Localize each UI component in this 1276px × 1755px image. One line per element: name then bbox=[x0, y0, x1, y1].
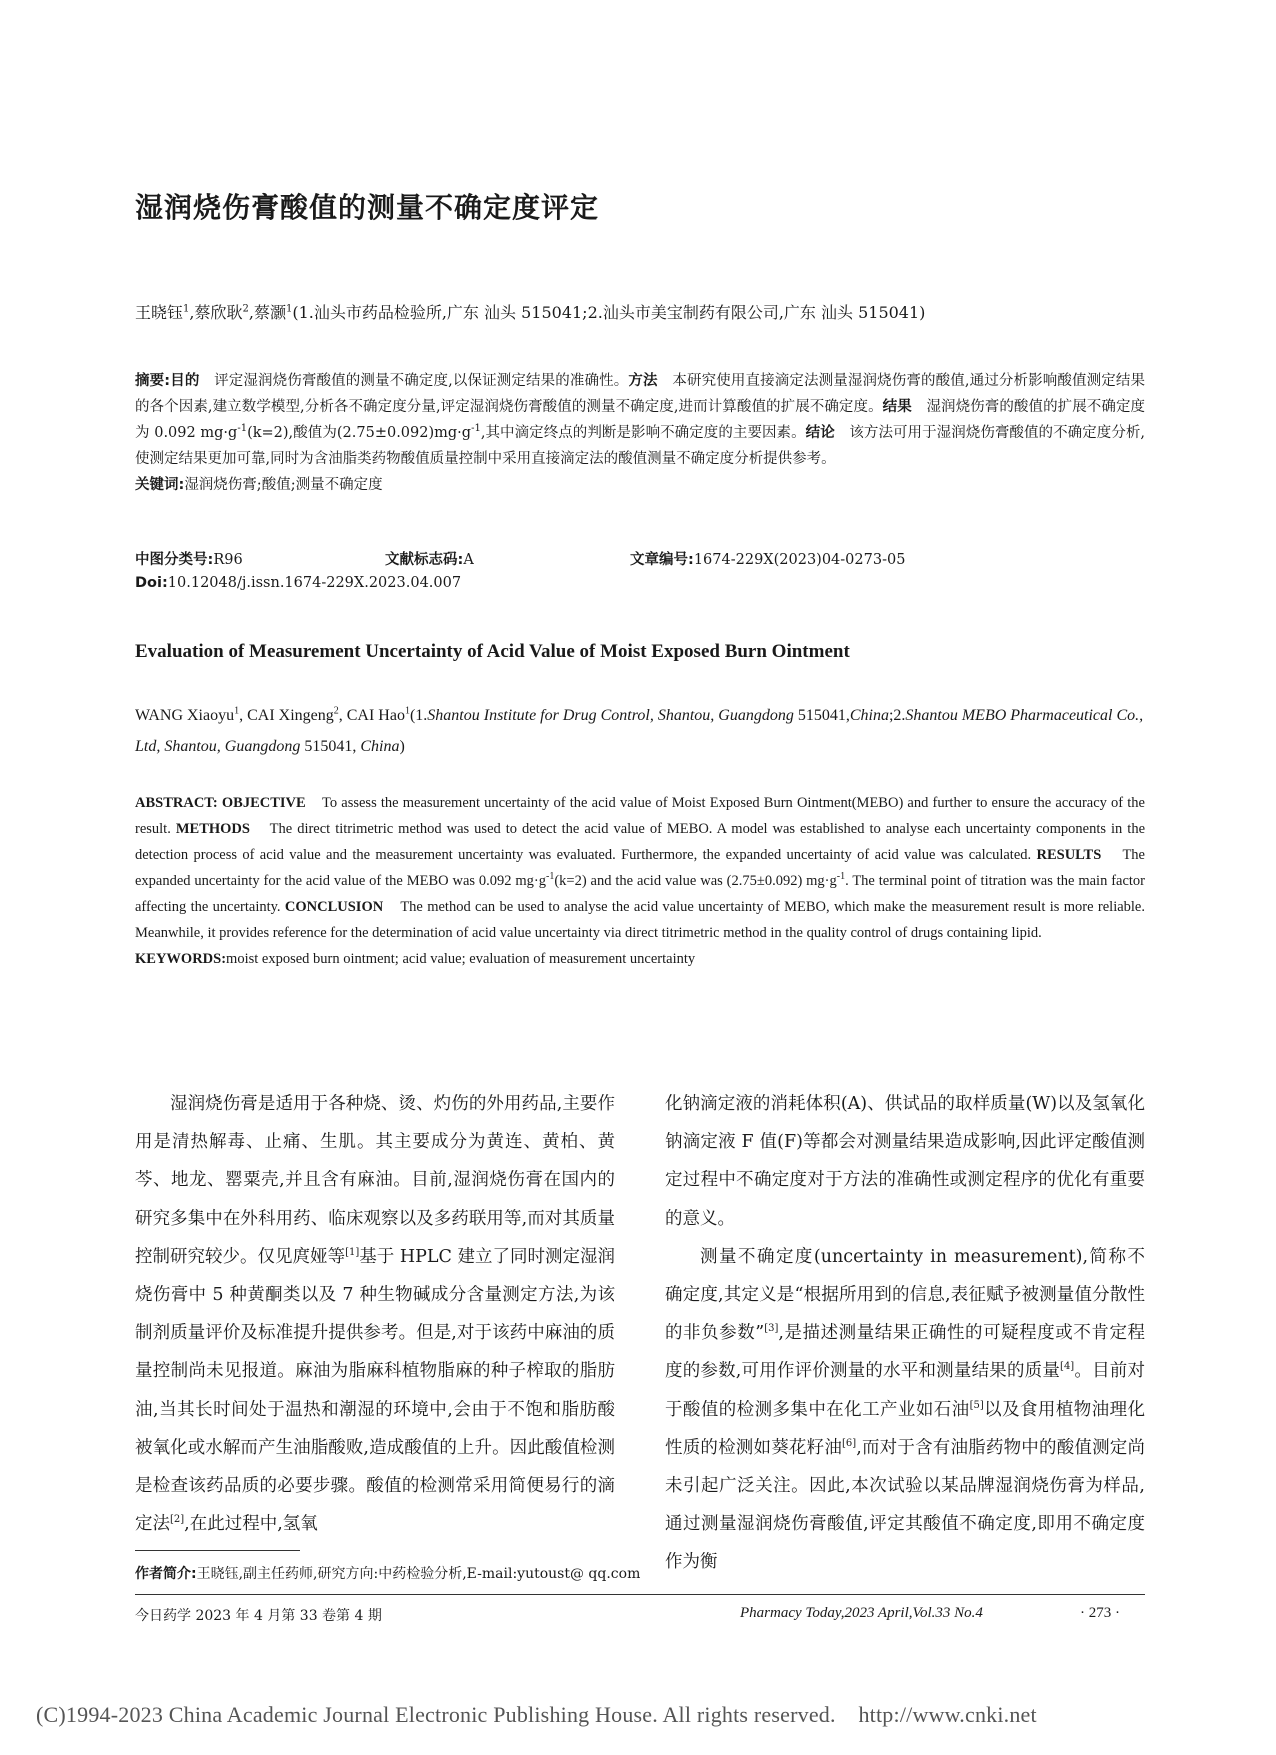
citation[interactable]: [5] bbox=[969, 1399, 984, 1411]
abstract-en: ABSTRACT: OBJECTIVE To assess the measurement uncertainty of the acid value of Moist Exposed Burn Ointment(MEBO) and further to ensure the accuracy of the result. METHODS The direct titrimetric method was used to detect the acid value of MEBO. A model was established to analyse each uncertainty components in the detection process of acid value and the measurement uncertainty was evaluated. Furthermore, the expanded uncertainty of acid value was calculated. RESULTS The expanded uncertainty for the acid value of the MEBO was 0.092 $mg\cdot g^{-1}(k=2)$ and the acid value was (2.75±0.092) $mg\cdot g^{-1}$. The terminal point of titration was the main factor affecting the uncertainty. CONCLUSION The method can be used to analyse the acid value uncertainty of MEBO, which make the measurement result is more reliable. Meanwhile, it provides reference for the determination of acid value uncertainty via direct titrimetric method in the quality control of drugs containing lipid. KEYWORDS:moist exposed burn ointment; acid value; evaluation of measurement uncertainty bbox=[135, 795, 1146, 967]
citation[interactable]: [4] bbox=[1060, 1361, 1075, 1373]
page-number: · 273 · bbox=[1080, 1605, 1120, 1621]
footnote-divider bbox=[135, 1550, 300, 1551]
citation[interactable]: [6] bbox=[842, 1438, 857, 1449]
journal-info-en: Pharmacy Today,2023 April,Vol.33 No.4 bbox=[740, 1605, 983, 1621]
copyright-notice: (C)1994-2023 China Academic Journal Electronic Publishing House. All rights reserved. http://www.cnki.net bbox=[36, 1702, 1037, 1727]
body-paragraph: 化钠滴定液的消耗体积(A)、供试品的取样质量(W)以及氢氧化钠滴定液 F 值(F)等都会对测量结果造成影响,因此评定酸值测定过程中不确定度对于方法的准确性或测定程序的优化有重要的意义。 bbox=[665, 1094, 1145, 1229]
classification-line: 中图分类号:R96 bbox=[135, 552, 243, 568]
english-title: Evaluation of Measurement Uncertainty of Acid Value of Moist Exposed Burn Ointment bbox=[135, 641, 850, 662]
keywords-en: moist exposed burn ointment; acid value; evaluation of measurement uncertainty bbox=[226, 951, 696, 967]
author-1: 王晓钰 bbox=[135, 303, 184, 322]
clc-number: R96 bbox=[213, 552, 243, 568]
body-column-left bbox=[135, 1085, 615, 1543]
doi-link[interactable]: 10.12048/j.issn.1674-229X.2023.04.007 bbox=[167, 575, 462, 591]
author-3: ,蔡灏 bbox=[248, 303, 286, 322]
document-code: 文献标志码:A bbox=[385, 552, 474, 568]
author-bio: 作者简介:王晓钰,副主任药师,研究方向:中药检验分析,E-mail:yutoust@ qq.com bbox=[135, 1566, 641, 1582]
keywords-en-label: KEYWORDS: bbox=[135, 951, 227, 967]
keywords-cn: 湿润烧伤膏;酸值;测量不确定度 bbox=[184, 477, 383, 493]
author-2: ,蔡欣耿 bbox=[189, 303, 243, 322]
citation[interactable]: [2] bbox=[170, 1514, 185, 1526]
paper-title: 湿润烧伤膏酸值的测量不确定度评定 bbox=[135, 191, 600, 224]
article-number: 文章编号:1674-229X(2023)04-0273-05 bbox=[630, 552, 906, 568]
body-paragraph: 湿润烧伤膏是适用于各种烧、烫、灼伤的外用药品,主要作用是清热解毒、止痛、生肌。其主要成分为黄连、黄柏、黄芩、地龙、罂粟壳,并且含有麻油。目前,湿润烧伤膏在国内的研究多集中在外科用药、临床观察以及多药联用等,而对其质量控制研究较少。仅见庹娅等[1]基于 HPLC 建立了同时测定湿润烧伤膏中 5 种黄酮类以及 7 种生物碱成分含量测定方法,为该制剂质量评价及标准提升提供参考。但是,对于该药中麻油的质量控制尚未见报道。麻油为脂麻科植物脂麻的种子榨取的脂肪油,当其长时间处于温热和潮湿的环境中,会由于不饱和脂肪酸被氧化或水解而产生油脂酸败,造成酸值的上升。因此酸值检测是检查该药品质的必要步骤。酸值的检测常采用简便易行的滴定法[2],在此过程中,氢氧 bbox=[135, 1094, 616, 1535]
authors-en: WANG Xiaoyu$^1$, CAI Xingeng$^2$, CAI Hao$^1$(1.Shantou Institute for Drug Control, Shantou, Guangdong 515041,China;2.Shantou MEBO Pharmaceutical Co., Ltd, Shantou, Guangdong 515041, China) bbox=[135, 705, 1144, 755]
citation[interactable]: [3] bbox=[764, 1323, 779, 1335]
citation[interactable]: [1] bbox=[345, 1246, 360, 1258]
journal-info-cn: 今日药学 2023 年 4 月第 33 卷第 4 期 bbox=[135, 1608, 382, 1624]
affiliation-cn: (1.汕头市药品检验所,广东 汕头 515041;2.汕头市美宝制药有限公司,广东 汕头 515041) bbox=[292, 303, 926, 322]
doi-line: Doi:10.12048/j.issn.1674-229X.2023.04.007 bbox=[135, 575, 462, 591]
keywords-cn-label: 关键词: bbox=[135, 477, 185, 493]
authors-cn: 王晓钰$^1$,蔡欣耿$^2$,蔡灏$^1$(1.汕头市药品检验所,广东 汕头 515041;2.汕头市美宝制药有限公司,广东 汕头 515041) bbox=[135, 303, 926, 322]
abstract-cn: 摘要:目的 评定湿润烧伤膏酸值的测量不确定度,以保证测定结果的准确性。方法 本研究使用直接滴定法测量湿润烧伤膏的酸值,通过分析影响酸值测定结果的各个因素,建立数学模型,分析各不确定度分量,评定湿润烧伤膏酸值的测量不确定度,进而计算酸值的扩展不确定度。结果 湿润烧伤膏的酸值的扩展不确定度为 0.092 $mg\cdot g^{-1}(k=2)$,酸值为$(2.75\pm 0.092)mg\cdot g^{-1}$,其中滴定终点的判断是影响不确定度的主要因素。结论 该方法可用于湿润烧伤膏酸值的不确定度分析,使测定结果更加可靠,同时为含油脂类药物酸值质量控制中采用直接滴定法的酸值测量不确定度分析提供参考。 关键词:湿润烧伤膏;酸值;测量不确定度 bbox=[135, 373, 1146, 493]
footer-divider bbox=[135, 1594, 1145, 1595]
body-paragraph: 测量不确定度(uncertainty in measurement),简称不确定度,其定义是“根据所用到的信息,表征赋予被测量值分散性的非负参数”[3],是描述测量结果正确性的可疑程度或不肯定程度的参数,可用作评价测量的水平和测量结果的质量[4]。目前对于酸值的检测多集中在化工产业如石油[5]以及食用植物油理化性质的检测如葵花籽油[6],而对于含有油脂药物中的酸值测定尚未引起广泛关注。因此,本次试验以某品牌湿润烧伤膏为样品,通过测量湿润烧伤膏酸值,评定其酸值不确定度,即用不确定度作为衡 bbox=[665, 1246, 1146, 1573]
body-column-right bbox=[665, 1085, 1145, 1582]
